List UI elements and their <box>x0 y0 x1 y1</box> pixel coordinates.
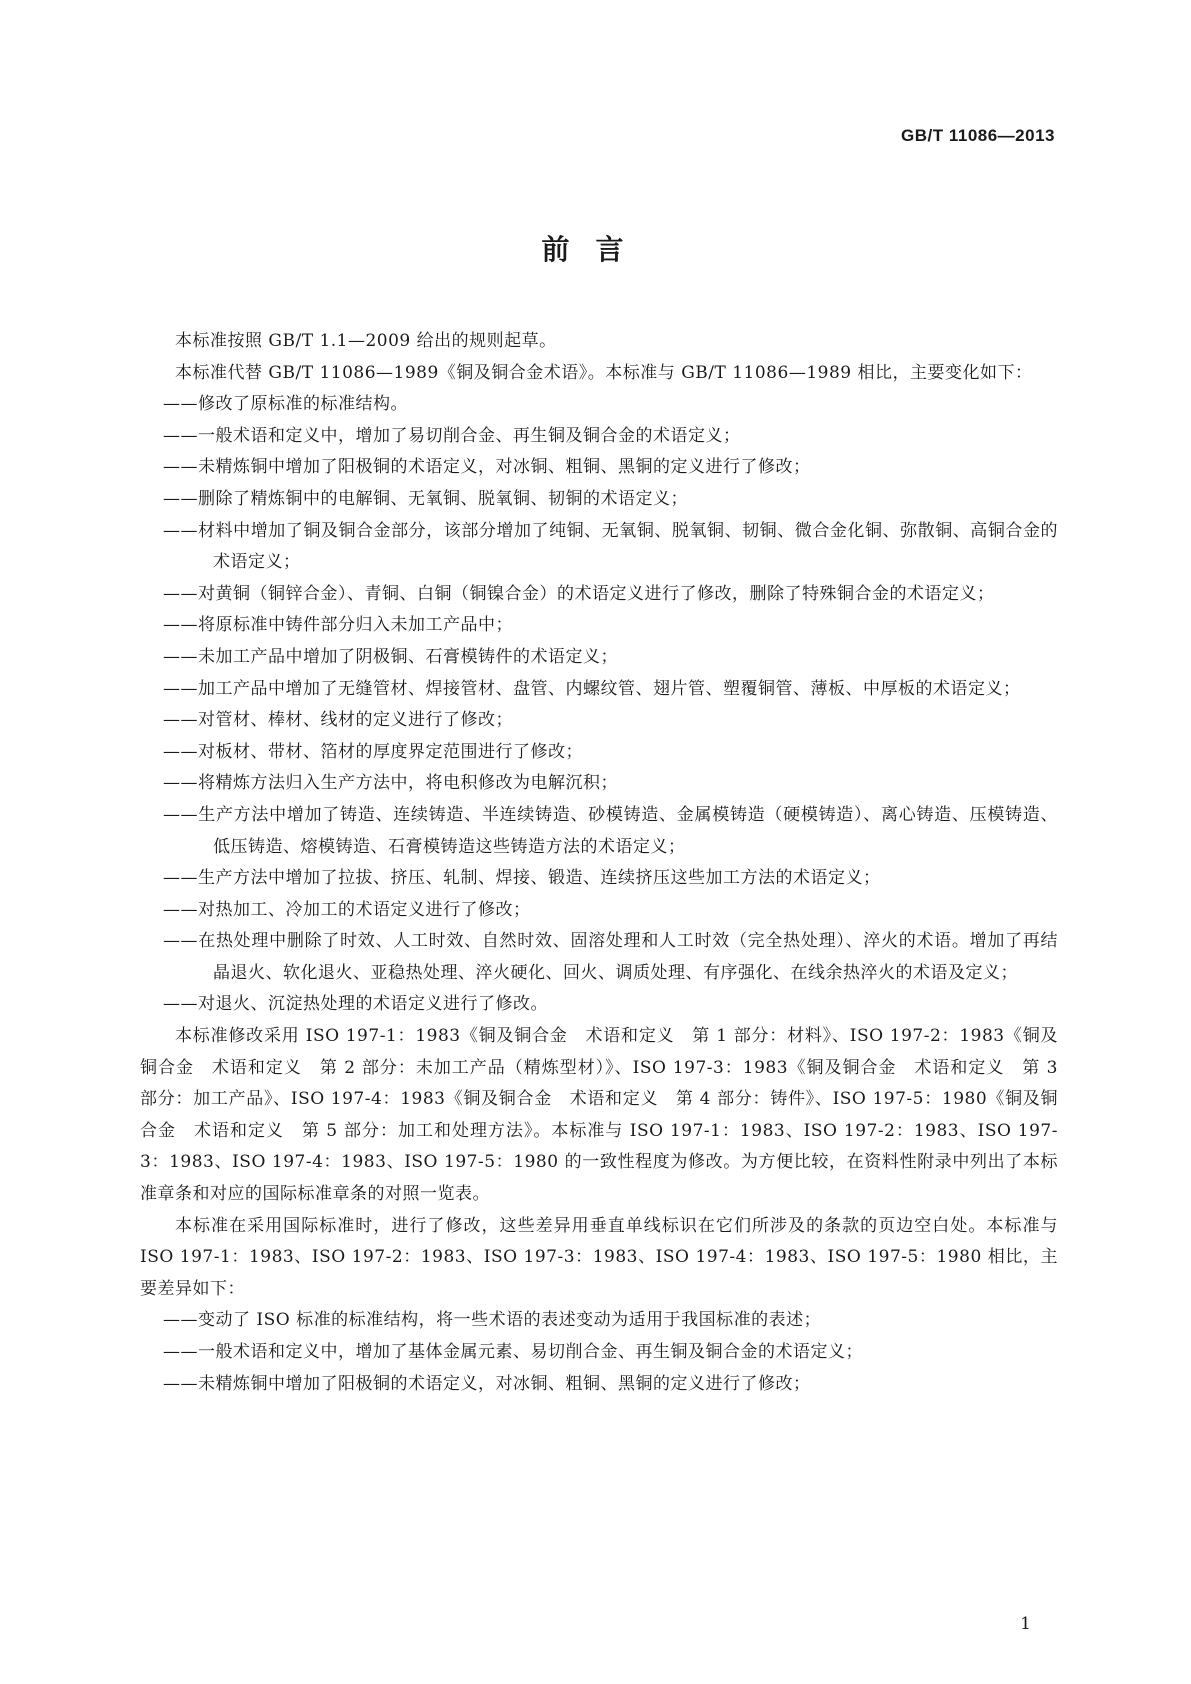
change-item: ——材料中增加了铜及铜合金部分，该部分增加了纯铜、无氧铜、脱氧铜、韧铜、微合金化铜、弥散铜、高铜合金的术语定义； <box>163 520 1058 573</box>
difference-item: ——一般术语和定义中，增加了基体金属元素、易切削合金、再生铜及铜合金的术语定义； <box>163 1342 863 1362</box>
change-item: ——对黄铜（铜锌合金）、青铜、白铜（铜镍合金）的术语定义进行了修改，删除了特殊铜合金的术语定义； <box>163 583 995 604</box>
change-item: ——加工产品中增加了无缝管材、焊接管材、盘管、内螺纹管、翅片管、塑覆铜管、薄板、中厚板的术语定义； <box>163 678 1021 699</box>
change-item: ——删除了精炼铜中的电解铜、无氧铜、脱氧铜、韧铜的术语定义； <box>163 488 688 509</box>
standard-number: GB/T 11086—2013 <box>901 126 1055 145</box>
document-body <box>140 326 1058 1400</box>
paragraph-replacement: 本标准代替 GB/T 11086—1989《铜及铜合金术语》。本标准与 GB/T 11086—1989 相比，主要变化如下： <box>175 362 1033 383</box>
change-item: ——一般术语和定义中，增加了易切削合金、再生铜及铜合金的术语定义； <box>163 425 741 446</box>
change-item: ——生产方法中增加了拉拔、挤压、轧制、焊接、锻造、连续挤压这些加工方法的术语定义； <box>163 868 881 889</box>
paragraph-iso-adoption: 本标准修改采用 ISO 197-1：1983《铜及铜合金 术语和定义 第 1 部分：材料》、ISO 197-2：1983《铜及铜合金 术语和定义 第 2 部分：未加工产品（精炼型材）》、ISO 197-3：1983《铜及铜合金 术语和定义 第 3 部分：加工产品》、ISO 197-4：1983《铜及铜合金 术语和定义 第 4 部分：铸件》、ISO 197-5：1980《铜及铜合金 术语和定义 第 5 部分：加工和处理方法》。本标准与 ISO 197-1：1983、ISO 197-2：1983、ISO 197-3：1983、ISO 197-4：1983、ISO 197-5：1980 的一致性程度为修改。为方便比较，在资料性附录中列出了本标准章条和对应的国际标准章条的对照一览表。 <box>140 1026 1058 1205</box>
change-item: ——将原标准中铸件部分归入未加工产品中； <box>163 615 513 636</box>
difference-item: ——未精炼铜中增加了阳极铜的术语定义，对冰铜、粗铜、黑铜的定义进行了修改； <box>163 1373 811 1394</box>
change-item: ——在热处理中删除了时效、人工时效、自然时效、固溶处理和人工时效（完全热处理）、淬火的术语。增加了再结晶退火、软化退火、亚稳热处理、淬火硬化、回火、调质处理、有序强化、在线余热淬火的术语及定义； <box>163 931 1058 983</box>
change-item: ——对热加工、冷加工的术语定义进行了修改； <box>163 899 531 920</box>
page-title: 前言 <box>541 233 650 266</box>
change-item: ——将精炼方法归入生产方法中，将电积修改为电解沉积； <box>163 773 618 794</box>
paragraph-drafting-rules: 本标准按照 GB/T 1.1—2009 给出的规则起草。 <box>175 331 557 351</box>
page-number: 1 <box>1020 1614 1031 1634</box>
change-item: ——生产方法中增加了铸造、连续铸造、半连续铸造、砂模铸造、金属模铸造（硬模铸造）、离心铸造、压模铸造、低压铸造、熔模铸造、石膏模铸造这些铸造方法的术语定义； <box>163 804 1058 857</box>
change-item: ——对管材、棒材、线材的定义进行了修改； <box>163 710 513 731</box>
paragraph-differences: 本标准在采用国际标准时，进行了修改，这些差异用垂直单线标识在它们所涉及的条款的页边空白处。本标准与 ISO 197-1：1983、ISO 197-2：1983、ISO 197-3：1983、ISO 197-4：1983、ISO 197-5：1980 相比，主要差异如下： <box>140 1215 1058 1299</box>
change-item: ——对板材、带材、箔材的厚度界定范围进行了修改； <box>163 741 583 762</box>
change-item: ——修改了原标准的标准结构。 <box>163 394 408 415</box>
change-item: ——对退火、沉淀热处理的术语定义进行了修改。 <box>163 994 548 1015</box>
difference-item: ——变动了 ISO 标准的标准结构，将一些术语的表述变动为适用于我国标准的表述； <box>163 1310 822 1331</box>
change-item: ——未加工产品中增加了阴极铜、石膏模铸件的术语定义； <box>163 646 618 667</box>
change-item: ——未精炼铜中增加了阳极铜的术语定义，对冰铜、粗铜、黑铜的定义进行了修改； <box>163 457 811 478</box>
